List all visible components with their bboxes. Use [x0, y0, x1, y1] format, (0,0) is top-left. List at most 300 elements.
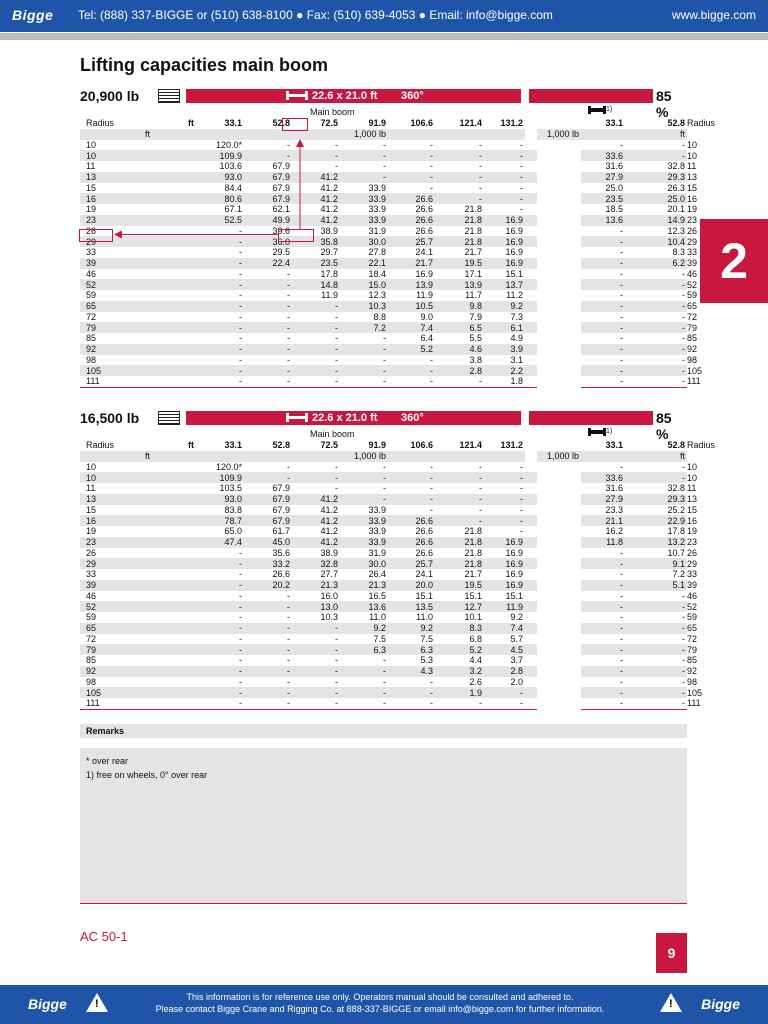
capacity-cell: - — [388, 472, 435, 483]
counterweight-label: 20,900 lb — [80, 88, 140, 104]
spacer-cell — [537, 483, 581, 494]
capacity-cell: 25.7 — [388, 558, 435, 569]
capacity-cell: 31.9 — [368, 225, 386, 236]
table-row: 98 - - - - - 2.6 2.0 - - 98 — [80, 677, 687, 688]
capacity-cell: 27.9 — [581, 172, 625, 183]
capacity-table — [80, 118, 716, 388]
capacity-cell: - — [383, 354, 386, 365]
spacer-cell — [525, 634, 537, 645]
capacity-cell: - — [196, 687, 244, 698]
capacity-cell: - — [581, 301, 625, 312]
outrigger-config-bar — [186, 89, 521, 103]
table-row: 52 - - 14.8 15.0 13.9 13.9 13.7 - - 52 — [80, 279, 687, 290]
capacity-cell: - — [244, 644, 292, 655]
column-header: 91.9 — [340, 118, 388, 129]
capacity-cell: - — [581, 601, 625, 612]
capacity-cell: 41.2 — [320, 182, 338, 193]
capacity-cell: - — [581, 558, 625, 569]
capacity-cell: 49.9 — [244, 215, 292, 226]
spacer-cell — [525, 537, 537, 548]
capacity-cell: - — [479, 504, 482, 515]
spacer-cell — [537, 472, 581, 483]
capacity-cell: - — [682, 333, 685, 344]
radius-cell: 11 — [86, 483, 96, 494]
capacity-cell: 17.8 — [320, 268, 338, 279]
capacity-cell: 67.1 — [224, 204, 242, 215]
capacity-cell: - — [620, 139, 623, 150]
capacity-cell: - — [292, 698, 340, 709]
capacity-cell: 5.7 — [510, 633, 523, 644]
capacity-cell: 6.8 — [469, 633, 482, 644]
column-header: Radius — [80, 118, 152, 129]
capacity-cell: - — [625, 322, 687, 333]
capacity-cell: 19.5 — [435, 258, 484, 269]
radius-cell: 65 — [80, 301, 152, 312]
capacity-cell: 2.2 — [484, 365, 525, 376]
footnote-mark: 1) — [606, 428, 613, 435]
spacer-cell — [525, 333, 537, 344]
column-header: 52.8 — [244, 440, 292, 451]
capacity-cell: 67.9 — [244, 515, 292, 526]
capacity-cell: 3.8 — [469, 354, 482, 365]
capacity-cell: - — [292, 666, 340, 677]
capacity-cell: 18.4 — [368, 268, 386, 279]
unit-cell: 1,000 lb — [537, 129, 581, 140]
radius-cell: 10 — [80, 150, 152, 161]
capacity-cell: 41.2 — [292, 172, 340, 183]
spacer-cell — [152, 344, 196, 355]
capacity-cell: 2.6 — [469, 676, 482, 687]
capacity-cell: - — [196, 623, 244, 634]
column-header: 52.8 — [625, 118, 687, 129]
spacer-cell — [525, 451, 537, 462]
capacity-cell: 11.0 — [416, 612, 433, 623]
spacer-cell — [537, 634, 581, 645]
spacer-cell — [537, 698, 581, 709]
capacity-cell: 33.9 — [368, 182, 386, 193]
spacer-cell — [152, 365, 196, 376]
capacity-cell: 14.8 — [292, 279, 340, 290]
capacity-cell: 67.9 — [272, 182, 290, 193]
capacity-cell: - — [625, 698, 687, 709]
capacity-cell: 1.9 — [435, 687, 484, 698]
capacity-cell: 26.6 — [415, 526, 433, 537]
capacity-cell: 31.6 — [605, 161, 623, 172]
spacer-cell — [537, 215, 581, 226]
capacity-cell: 3.9 — [484, 344, 525, 355]
capacity-cell: 32.8 — [667, 161, 685, 172]
spacer-cell — [196, 451, 244, 462]
capacity-cell: - — [239, 247, 242, 258]
capacity-cell: 16.9 — [484, 580, 525, 591]
capacity-cell: 5.3 — [420, 655, 433, 666]
capacity-table — [80, 440, 716, 710]
capacity-cell: 10.3 — [340, 301, 388, 312]
jack-config-bar — [529, 411, 653, 425]
spacer-cell — [525, 322, 537, 333]
capacity-cell: - — [620, 676, 623, 687]
capacity-cell: - — [292, 472, 340, 483]
capacity-cell: - — [435, 172, 484, 183]
capacity-cell: 3.1 — [510, 354, 523, 365]
wheels-icon — [588, 428, 606, 437]
capacity-cell: 25.0 — [625, 193, 687, 204]
capacity-cell: - — [335, 633, 338, 644]
capacity-cell: 38.9 — [320, 547, 338, 558]
spacer-cell — [525, 548, 537, 559]
capacity-cell: 35.8 — [292, 236, 340, 247]
column-header: Radius — [80, 440, 152, 451]
capacity-cell: - — [581, 365, 625, 376]
spacer-cell — [537, 655, 581, 666]
capacity-cell: 11.9 — [321, 290, 338, 301]
spacer-cell — [152, 515, 196, 526]
spacer-cell — [537, 462, 581, 473]
spacer-cell — [152, 140, 196, 151]
capacity-cell: - — [581, 376, 625, 387]
table-row: 16 80.6 67.9 41.2 33.9 26.6 - - 23.5 25.0 16 — [80, 193, 687, 204]
capacity-cell: 7.4 — [388, 322, 435, 333]
capacity-cell: 52.5 — [196, 215, 244, 226]
capacity-cell: - — [581, 623, 625, 634]
capacity-cell: - — [581, 258, 625, 269]
capacity-cell: 8.8 — [373, 311, 386, 322]
radius-cell: 59 — [86, 612, 97, 623]
capacity-cell: 93.0 — [196, 172, 244, 183]
capacity-cell: 25.0 — [605, 182, 623, 193]
capacity-cell: - — [484, 472, 525, 483]
capacity-cell: - — [484, 172, 525, 183]
capacity-cell: - — [244, 365, 292, 376]
spacer-cell — [525, 515, 537, 526]
capacity-cell: 6.5 — [435, 322, 484, 333]
capacity-cell: 10.5 — [388, 301, 435, 312]
radius-cell: 10 — [86, 139, 97, 150]
table-row: 29 - 36.0 35.8 30.0 25.7 21.8 16.9 - 10.4 29 — [80, 236, 687, 247]
spacer-cell — [152, 150, 196, 161]
capacity-cell: 13.0 — [292, 601, 340, 612]
capacity-cell: - — [620, 590, 623, 601]
spacer-cell — [152, 204, 196, 215]
footnote-mark: 1) — [606, 106, 613, 113]
spacer-cell — [537, 666, 581, 677]
capacity-cell: - — [520, 139, 523, 150]
capacity-cell: 2.8 — [484, 666, 525, 677]
capacity-cell: - — [196, 279, 244, 290]
capacity-cell: - — [287, 290, 290, 301]
counterweight-label: 16,500 lb — [80, 410, 140, 426]
spacer-cell — [525, 118, 537, 129]
capacity-cell: - — [479, 461, 482, 472]
capacity-cell: 12.3 — [368, 290, 386, 301]
capacity-cell: 9.8 — [435, 301, 484, 312]
capacity-cell: - — [625, 687, 687, 698]
capacity-cell: 8.3 — [435, 623, 484, 634]
capacity-cell: 32.8 — [667, 483, 685, 494]
capacity-cell: - — [682, 633, 685, 644]
capacity-cell: - — [383, 655, 386, 666]
spacer-cell — [292, 451, 340, 462]
radius-cell: 19 — [86, 204, 97, 215]
spacer-cell — [525, 580, 537, 591]
capacity-cell: - — [620, 290, 623, 301]
capacity-cell: - — [287, 633, 290, 644]
capacity-cell: 30.0 — [340, 558, 388, 569]
spacer-cell — [537, 601, 581, 612]
spacer-cell — [537, 365, 581, 376]
capacity-cell: - — [620, 633, 623, 644]
capacity-cell: - — [287, 311, 290, 322]
capacity-cell: - — [682, 612, 685, 623]
spacer-cell — [152, 462, 196, 473]
capacity-cell: - — [287, 676, 290, 687]
table-row: 46 - - 17.8 18.4 16.9 17.1 15.1 - - 46 — [80, 269, 687, 280]
spacer-cell — [152, 161, 196, 172]
jack-mode — [588, 106, 612, 117]
spacer-cell — [152, 677, 196, 688]
website-link[interactable]: www.bigge.com — [671, 8, 756, 22]
capacity-cell: - — [335, 139, 338, 150]
spacer-cell — [152, 129, 196, 140]
top-banner — [0, 0, 768, 32]
capacity-cell: 24.1 — [415, 569, 433, 580]
warning-icon: ! — [86, 993, 108, 1012]
capacity-cell: - — [625, 666, 687, 677]
capacity-cell: - — [244, 376, 292, 387]
spacer-cell — [537, 150, 581, 161]
bigge-logo: Bigge — [12, 7, 54, 23]
spacer-cell — [525, 601, 537, 612]
spacer-cell — [525, 226, 537, 237]
capacity-cell: 7.5 — [420, 633, 433, 644]
capacity-cell: 15.1 — [464, 590, 482, 601]
capacity-cell: - — [430, 676, 433, 687]
capacity-cell: - — [430, 182, 433, 193]
capacity-cell: 67.9 — [244, 172, 292, 183]
spacer-cell — [537, 526, 581, 537]
capacity-cell: - — [620, 225, 623, 236]
capacity-cell: 22.9 — [625, 515, 687, 526]
boom-config: 22.6 x 21.0 ft — [312, 90, 378, 102]
capacity-cell: 7.3 — [510, 311, 523, 322]
radius-cell: 111 — [80, 698, 152, 709]
table-row: 13 93.0 67.9 41.2 - - - - 27.9 29.3 13 — [80, 172, 687, 183]
capacity-cell: 27.9 — [581, 494, 625, 505]
table-row: 23 47.4 45.0 41.2 33.9 26.6 21.8 16.9 11.8 13.2 23 — [80, 537, 687, 548]
capacity-cell: - — [581, 687, 625, 698]
capacity-cell: - — [287, 461, 290, 472]
spacer-cell — [484, 451, 525, 462]
capacity-cell: 3.2 — [435, 666, 484, 677]
capacity-cell: - — [335, 311, 338, 322]
spacer-cell — [525, 161, 537, 172]
capacity-cell: 21.1 — [581, 515, 625, 526]
radius-cell: 92 — [80, 666, 152, 677]
radius-cell: 79 — [80, 644, 152, 655]
spacer-cell — [537, 580, 581, 591]
capacity-cell: - — [287, 268, 290, 279]
capacity-cell: 103.5 — [219, 483, 242, 494]
spacer-cell — [152, 172, 196, 183]
spacer-cell — [525, 462, 537, 473]
table-row: 10 109.9 - - - - - - 33.6 - 10 — [80, 150, 687, 161]
spacer-cell — [152, 269, 196, 280]
capacity-cell: 20.1 — [667, 204, 685, 215]
capacity-cell: - — [435, 376, 484, 387]
capacity-cell: 33.2 — [244, 558, 292, 569]
capacity-cell: 26.6 — [272, 569, 290, 580]
spacer-cell — [152, 312, 196, 323]
capacity-cell: - — [292, 322, 340, 333]
capacity-cell: 84.4 — [224, 182, 242, 193]
capacity-cell: - — [430, 161, 433, 172]
capacity-cell: - — [581, 344, 625, 355]
spacer-cell — [525, 150, 537, 161]
wheels-icon — [588, 106, 606, 115]
capacity-cell: - — [287, 590, 290, 601]
capacity-cell: - — [196, 344, 244, 355]
capacity-cell: - — [625, 623, 687, 634]
capacity-cell: - — [682, 676, 685, 687]
capacity-cell: 6.4 — [420, 333, 433, 344]
spacer-cell — [525, 204, 537, 215]
capacity-cell: 26.3 — [667, 182, 685, 193]
capacity-cell: 23.5 — [581, 193, 625, 204]
capacity-cell: 10.4 — [625, 236, 687, 247]
radius-cell: 33 — [86, 569, 97, 580]
spacer-cell — [537, 140, 581, 151]
table-row: 65 - - - 9.2 9.2 8.3 7.4 - - 65 — [80, 623, 687, 634]
remarks-box — [80, 748, 687, 904]
capacity-cell: - — [620, 547, 623, 558]
spacer-cell — [525, 355, 537, 366]
table-row: 79 - - - 7.2 7.4 6.5 6.1 - - 79 — [80, 322, 687, 333]
capacity-cell: - — [340, 344, 388, 355]
highlight-radius-26 — [79, 229, 113, 242]
capacity-cell: 11.8 — [581, 537, 625, 548]
capacity-cell: - — [520, 204, 523, 215]
capacity-cell: 33.9 — [368, 504, 386, 515]
capacity-section-1 — [80, 88, 716, 388]
capacity-cell: 2.0 — [510, 676, 523, 687]
capacity-cell: - — [388, 172, 435, 183]
capacity-cell: 26.6 — [388, 215, 435, 226]
spacer-cell — [525, 269, 537, 280]
capacity-cell: - — [479, 139, 482, 150]
capacity-cell: - — [479, 182, 482, 193]
capacity-cell: 120.0* — [215, 139, 242, 150]
jack-mode — [588, 428, 612, 439]
capacity-cell: - — [435, 193, 484, 204]
table-row: 19 67.1 62.1 41.2 33.9 26.6 21.8 - 18.5 20.1 19 — [80, 204, 687, 215]
spacer-cell — [152, 666, 196, 677]
table-row: 72 - - - 7.5 7.5 6.8 5.7 - - 72 — [80, 634, 687, 645]
spacer-cell — [525, 440, 537, 451]
capacity-cell: 13.9 — [435, 279, 484, 290]
capacity-cell: - — [340, 666, 388, 677]
radius-cell: 111 — [80, 376, 152, 387]
radius-cell: 46 — [86, 590, 97, 601]
radius-cell: 105 — [80, 687, 152, 698]
stability-percent: 85 % — [656, 88, 672, 120]
section-subheader — [80, 428, 687, 440]
capacity-cell: - — [196, 558, 244, 569]
spacer-cell — [152, 183, 196, 194]
capacity-cell: 21.8 — [435, 236, 484, 247]
capacity-cell: - — [196, 580, 244, 591]
table-row: 85 - - - - 5.3 4.4 3.7 - - 85 — [80, 655, 687, 666]
capacity-cell: 13.7 — [484, 279, 525, 290]
capacity-cell: - — [383, 676, 386, 687]
radius-cell: 26 — [86, 547, 97, 558]
capacity-cell: - — [520, 483, 523, 494]
remark-over-rear: * over rear — [86, 756, 129, 766]
capacity-cell: - — [244, 623, 292, 634]
capacity-cell: - — [620, 247, 623, 258]
capacity-cell: 16.9 — [505, 569, 523, 580]
capacity-cell: 21.8 — [435, 558, 484, 569]
capacity-cell: 47.4 — [196, 537, 244, 548]
capacity-cell: 4.6 — [435, 344, 484, 355]
capacity-cell: 24.1 — [415, 247, 433, 258]
capacity-cell: 4.9 — [510, 333, 523, 344]
capacity-cell: 1.8 — [484, 376, 525, 387]
jack-config-bar — [529, 89, 653, 103]
capacity-cell: 9.2 — [484, 301, 525, 312]
capacity-cell: - — [620, 461, 623, 472]
spacer-cell — [525, 612, 537, 623]
spacer-cell — [152, 558, 196, 569]
capacity-cell: - — [239, 590, 242, 601]
main-boom-label: Main boom — [310, 107, 355, 117]
page-number: 9 — [656, 933, 687, 973]
capacity-cell: 8.3 — [672, 247, 685, 258]
capacity-cell: 21.7 — [464, 569, 482, 580]
highlight-value-38-9 — [278, 229, 314, 242]
spacer-cell — [152, 247, 196, 258]
table-row: 92 - - - - 5.2 4.6 3.9 - - 92 — [80, 344, 687, 355]
spacer-cell — [525, 215, 537, 226]
radius-cell: 26 — [86, 225, 97, 236]
spacer-cell — [537, 226, 581, 237]
disclaimer-text — [120, 991, 640, 1015]
capacity-cell: 9.1 — [625, 558, 687, 569]
capacity-cell: - — [239, 354, 242, 365]
radius-cell: 72 — [86, 311, 97, 322]
unit-cell: 1,000 lb — [340, 451, 388, 462]
capacity-cell: 19.5 — [435, 580, 484, 591]
capacity-cell: - — [292, 344, 340, 355]
spacer-cell — [152, 505, 196, 516]
spacer-cell — [152, 258, 196, 269]
radius-cell: 46 — [86, 268, 97, 279]
capacity-cell: 29.3 — [625, 494, 687, 505]
capacity-cell: 6.3 — [388, 644, 435, 655]
capacity-cell: - — [244, 279, 292, 290]
capacity-cell: - — [196, 365, 244, 376]
capacity-cell: - — [625, 344, 687, 355]
capacity-cell: 103.6 — [219, 161, 242, 172]
spacer-cell — [537, 537, 581, 548]
table-row: 10 120.0* - - - - - - - - 10 — [80, 140, 687, 151]
capacity-cell: - — [430, 139, 433, 150]
spacer-cell — [152, 322, 196, 333]
capacity-cell: - — [484, 494, 525, 505]
capacity-cell: 120.0* — [215, 461, 242, 472]
capacity-cell: - — [383, 461, 386, 472]
capacity-cell: 21.8 — [464, 225, 482, 236]
radius-cell: 29 — [80, 236, 152, 247]
